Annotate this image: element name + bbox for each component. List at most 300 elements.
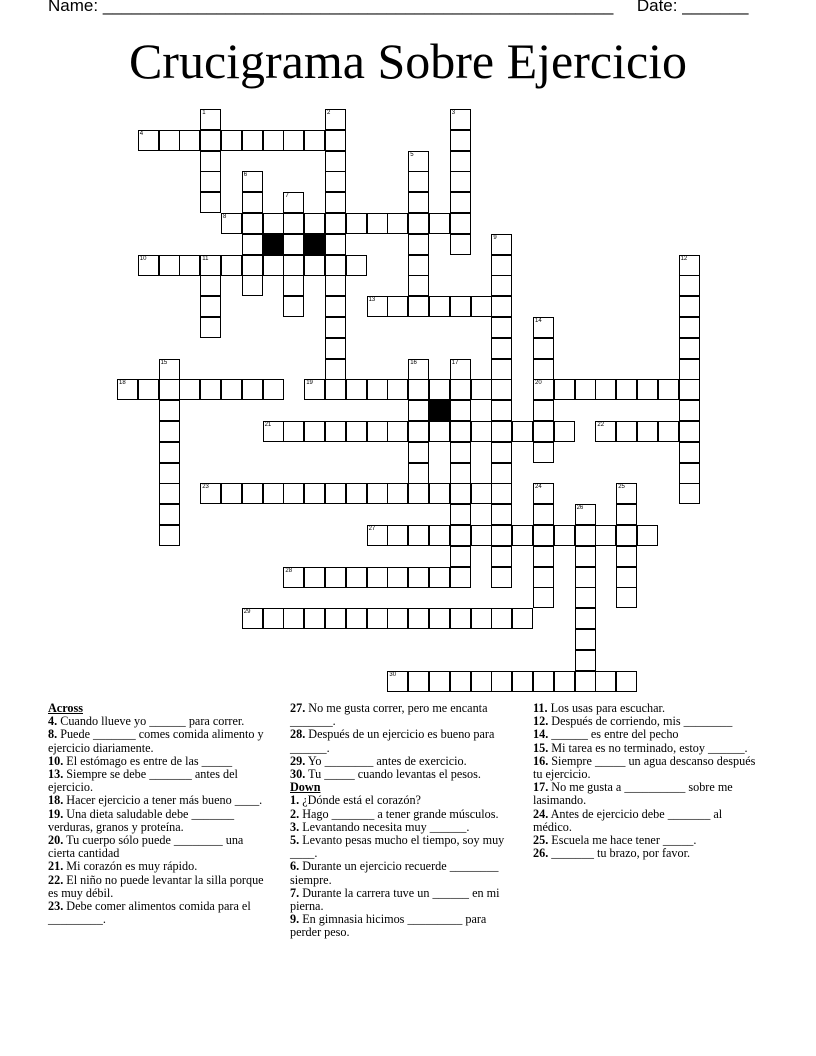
clue-number: 8.	[48, 727, 58, 742]
grid-cell[interactable]	[179, 255, 200, 276]
grid-cell[interactable]	[575, 546, 596, 567]
grid-cell[interactable]	[429, 525, 450, 546]
grid-cell[interactable]	[159, 463, 180, 484]
grid-cell[interactable]	[637, 379, 658, 400]
grid-cell[interactable]	[554, 525, 575, 546]
grid-cell[interactable]	[408, 567, 429, 588]
grid-cell[interactable]	[658, 421, 679, 442]
grid-cell[interactable]	[346, 255, 367, 276]
clue-number: 29.	[290, 753, 306, 768]
grid-cell[interactable]	[491, 317, 512, 338]
grid-cell[interactable]	[159, 483, 180, 504]
grid-cell[interactable]	[575, 504, 596, 525]
grid-cell[interactable]	[575, 671, 596, 692]
grid-cell[interactable]	[159, 379, 180, 400]
clue-column-3	[533, 702, 758, 860]
grid-cell[interactable]	[575, 608, 596, 629]
grid-cell[interactable]	[491, 463, 512, 484]
grid-cell[interactable]	[491, 421, 512, 442]
grid-cell[interactable]	[679, 296, 700, 317]
grid-cell[interactable]	[387, 421, 408, 442]
grid-cell[interactable]	[242, 608, 263, 629]
clue-column-1	[48, 702, 270, 926]
grid-cell[interactable]	[408, 213, 429, 234]
grid-cell[interactable]	[533, 379, 554, 400]
grid-cell[interactable]	[346, 483, 367, 504]
grid-cell[interactable]	[616, 671, 637, 692]
clue-number: 7.	[290, 885, 300, 900]
grid-cell[interactable]	[616, 525, 637, 546]
grid-cell[interactable]	[512, 671, 533, 692]
down-heading: Down	[290, 780, 321, 795]
grid-cell[interactable]	[283, 567, 304, 588]
grid-cell[interactable]	[138, 255, 159, 276]
clue-number: 1.	[290, 793, 300, 808]
grid-cell[interactable]	[471, 483, 492, 504]
grid-cell[interactable]	[450, 463, 471, 484]
clue-text: Cuando llueve yo ______ para correr.	[60, 714, 245, 729]
grid-cell[interactable]	[450, 109, 471, 130]
grid-cell[interactable]	[679, 379, 700, 400]
grid-cell[interactable]	[200, 109, 221, 130]
grid-cell[interactable]	[325, 130, 346, 151]
grid-cell[interactable]	[533, 442, 554, 463]
grid-cell[interactable]	[554, 671, 575, 692]
grid-cell[interactable]	[533, 567, 554, 588]
grid-cell[interactable]	[533, 338, 554, 359]
grid-cell[interactable]	[221, 255, 242, 276]
cell-number: 15	[160, 359, 168, 366]
cell-number: 6	[243, 172, 248, 179]
grid-cell[interactable]	[159, 442, 180, 463]
cell-number: 4	[139, 130, 144, 137]
grid-cell[interactable]	[471, 421, 492, 442]
grid-cell[interactable]	[346, 213, 367, 234]
clue-text: En gimnasia hicimos _________ para perder peso.	[290, 912, 487, 940]
grid-cell[interactable]	[304, 255, 325, 276]
grid-cell[interactable]	[200, 317, 221, 338]
grid-cell[interactable]	[471, 379, 492, 400]
grid-cell[interactable]	[408, 171, 429, 192]
grid-cell[interactable]	[637, 421, 658, 442]
grid-cell[interactable]	[242, 379, 263, 400]
grid-cell[interactable]	[512, 421, 533, 442]
grid-cell[interactable]	[263, 130, 284, 151]
grid-cell[interactable]	[408, 255, 429, 276]
cell-number: 20	[535, 380, 542, 387]
clue-number: 14.	[533, 727, 549, 742]
clue-number: 22.	[48, 872, 64, 887]
grid-cell[interactable]	[304, 608, 325, 629]
cell-number: 10	[139, 255, 147, 262]
clue-number: 24.	[533, 806, 549, 821]
grid-cell[interactable]	[325, 608, 346, 629]
grid-cell[interactable]	[387, 379, 408, 400]
grid-cell[interactable]	[450, 567, 471, 588]
grid-cell[interactable]	[263, 255, 284, 276]
grid-cell[interactable]	[387, 525, 408, 546]
grid-cell[interactable]	[512, 525, 533, 546]
grid-cell[interactable]	[387, 567, 408, 588]
grid-cell[interactable]	[491, 567, 512, 588]
clue-number: 5.	[290, 833, 300, 848]
grid-cell[interactable]	[450, 442, 471, 463]
grid-cell[interactable]	[595, 671, 616, 692]
grid-cell[interactable]	[221, 130, 242, 151]
grid-cell[interactable]	[533, 421, 554, 442]
grid-cell[interactable]	[304, 379, 325, 400]
grid-cell[interactable]	[325, 255, 346, 276]
grid-cell[interactable]	[429, 379, 450, 400]
grid-cell[interactable]	[200, 151, 221, 172]
grid-cell[interactable]	[575, 379, 596, 400]
grid-cell[interactable]	[575, 587, 596, 608]
grid-cell[interactable]	[491, 546, 512, 567]
grid-cell[interactable]	[637, 525, 658, 546]
grid-cell[interactable]	[408, 151, 429, 172]
grid-cell[interactable]	[367, 483, 388, 504]
cell-number: 1	[202, 110, 206, 116]
cell-number: 25	[618, 484, 625, 491]
grid-cell[interactable]	[471, 525, 492, 546]
cell-number: 24	[535, 484, 542, 491]
grid-cell[interactable]	[200, 130, 221, 151]
grid-cell[interactable]	[408, 671, 429, 692]
grid-cell[interactable]	[450, 546, 471, 567]
grid-cell[interactable]	[200, 296, 221, 317]
clue-text: Durante la carrera tuve un ______ en mi pierna.	[290, 885, 500, 914]
clue-down-item	[533, 781, 758, 807]
grid-cell[interactable]	[325, 421, 346, 442]
grid-cell[interactable]	[325, 151, 346, 172]
grid-cell[interactable]	[575, 650, 596, 671]
grid-cell[interactable]	[450, 234, 471, 255]
grid-cell[interactable]	[200, 255, 221, 276]
grid-cell[interactable]	[429, 213, 450, 234]
grid-cell[interactable]	[491, 483, 512, 504]
grid-cell[interactable]	[429, 671, 450, 692]
grid-cell[interactable]	[242, 255, 263, 276]
grid-cell[interactable]	[263, 483, 284, 504]
grid-cell[interactable]	[408, 483, 429, 504]
grid-cell[interactable]	[159, 400, 180, 421]
grid-cell[interactable]	[325, 213, 346, 234]
grid-cell[interactable]	[367, 379, 388, 400]
grid-cell[interactable]	[679, 483, 700, 504]
grid-cell[interactable]	[408, 442, 429, 463]
grid-cell[interactable]	[533, 317, 554, 338]
grid-cell[interactable]	[679, 275, 700, 296]
grid-cell[interactable]	[491, 296, 512, 317]
grid-cell[interactable]	[221, 213, 242, 234]
date-label: Date:	[636, 0, 678, 15]
grid-cell[interactable]	[679, 442, 700, 463]
grid-cell[interactable]	[263, 213, 284, 234]
grid-cell[interactable]	[575, 525, 596, 546]
grid-cell[interactable]	[491, 234, 512, 255]
grid-cell[interactable]	[159, 421, 180, 442]
grid-cell[interactable]	[450, 379, 471, 400]
grid-cell[interactable]	[679, 255, 700, 276]
grid-cell[interactable]	[450, 192, 471, 213]
grid-cell[interactable]	[679, 463, 700, 484]
grid-cell[interactable]	[491, 359, 512, 380]
grid-cell[interactable]	[408, 400, 429, 421]
grid-cell[interactable]	[616, 421, 637, 442]
grid-cell[interactable]	[387, 608, 408, 629]
grid-cell[interactable]	[263, 421, 284, 442]
grid-cell[interactable]	[242, 130, 263, 151]
grid-cell[interactable]	[304, 130, 325, 151]
grid-cell[interactable]	[408, 525, 429, 546]
grid-cell[interactable]	[450, 171, 471, 192]
grid-cell[interactable]	[367, 421, 388, 442]
grid-cell[interactable]	[616, 567, 637, 588]
grid-cell[interactable]	[408, 296, 429, 317]
grid-cell[interactable]	[595, 379, 616, 400]
grid-cell[interactable]	[533, 504, 554, 525]
across-heading: Across	[48, 701, 83, 715]
grid-cell[interactable]	[450, 671, 471, 692]
clue-text: Hacer ejercicio a tener más bueno ____.	[66, 793, 263, 808]
grid-cell[interactable]	[616, 546, 637, 567]
grid-cell[interactable]	[346, 379, 367, 400]
grid-cell[interactable]	[450, 130, 471, 151]
grid-cell[interactable]	[616, 379, 637, 400]
grid-cell[interactable]	[283, 608, 304, 629]
clue-across-item	[290, 702, 512, 728]
grid-cell[interactable]	[408, 234, 429, 255]
grid-cell[interactable]	[429, 608, 450, 629]
grid-cell[interactable]	[595, 525, 616, 546]
grid-cell[interactable]	[408, 359, 429, 380]
grid-cell[interactable]	[159, 359, 180, 380]
name-blank[interactable]: ______________________________________________________	[102, 0, 614, 15]
grid-cell[interactable]	[575, 567, 596, 588]
grid-cell[interactable]	[325, 338, 346, 359]
grid-cell[interactable]	[138, 130, 159, 151]
grid-cell[interactable]	[408, 192, 429, 213]
clue-down-item	[533, 808, 758, 834]
grid-cell[interactable]	[429, 296, 450, 317]
grid-cell[interactable]	[159, 130, 180, 151]
grid-cell[interactable]	[159, 504, 180, 525]
grid-cell[interactable]	[283, 130, 304, 151]
grid-cell[interactable]	[367, 296, 388, 317]
date-blank[interactable]: _______	[682, 0, 749, 15]
grid-cell[interactable]	[367, 567, 388, 588]
grid-cell[interactable]	[387, 296, 408, 317]
grid-cell[interactable]	[242, 192, 263, 213]
grid-cell[interactable]	[491, 442, 512, 463]
grid-cell[interactable]	[554, 421, 575, 442]
grid-cell[interactable]	[450, 421, 471, 442]
grid-cell[interactable]	[471, 296, 492, 317]
grid-cell[interactable]	[325, 296, 346, 317]
grid-cell[interactable]	[200, 171, 221, 192]
grid-cell[interactable]	[242, 275, 263, 296]
grid-cell[interactable]	[325, 234, 346, 255]
grid-cell[interactable]	[450, 504, 471, 525]
grid-cell[interactable]	[533, 400, 554, 421]
grid-cell[interactable]	[283, 234, 304, 255]
grid-cell[interactable]	[450, 359, 471, 380]
grid-cell[interactable]	[533, 483, 554, 504]
grid-cell[interactable]	[325, 379, 346, 400]
grid-cell[interactable]	[346, 608, 367, 629]
grid-cell[interactable]	[242, 213, 263, 234]
grid-cell[interactable]	[533, 359, 554, 380]
grid-cell[interactable]	[533, 546, 554, 567]
grid-cell[interactable]	[491, 379, 512, 400]
grid-cell[interactable]	[159, 255, 180, 276]
grid-cell[interactable]	[471, 671, 492, 692]
grid-cell[interactable]	[408, 608, 429, 629]
grid-cell[interactable]	[450, 151, 471, 172]
grid-cell[interactable]	[679, 400, 700, 421]
grid-cell[interactable]	[367, 525, 388, 546]
grid-cell[interactable]	[325, 192, 346, 213]
grid-cell[interactable]	[304, 483, 325, 504]
grid-cell[interactable]	[242, 171, 263, 192]
clue-across-item	[48, 874, 270, 900]
grid-cell[interactable]	[367, 608, 388, 629]
grid-cell[interactable]	[491, 504, 512, 525]
grid-cell[interactable]	[616, 587, 637, 608]
grid-cell[interactable]	[450, 483, 471, 504]
cell-number: 7	[285, 193, 289, 200]
grid-cell[interactable]	[575, 629, 596, 650]
grid-cell[interactable]	[387, 483, 408, 504]
grid-cell[interactable]	[408, 421, 429, 442]
grid-cell[interactable]	[491, 671, 512, 692]
grid-cell[interactable]	[179, 379, 200, 400]
clue-number: 9.	[290, 912, 300, 927]
grid-cell[interactable]	[138, 379, 159, 400]
grid-cell[interactable]	[450, 608, 471, 629]
grid-cell[interactable]	[283, 296, 304, 317]
grid-cell[interactable]	[408, 379, 429, 400]
grid-cell[interactable]	[367, 213, 388, 234]
grid-cell[interactable]	[450, 525, 471, 546]
grid-cell[interactable]	[450, 400, 471, 421]
grid-cell[interactable]	[491, 275, 512, 296]
grid-cell[interactable]	[533, 525, 554, 546]
grid-cell[interactable]	[325, 359, 346, 380]
grid-cell[interactable]	[325, 483, 346, 504]
grid-cell[interactable]	[679, 421, 700, 442]
grid-cell[interactable]	[387, 213, 408, 234]
cell-number: 29	[243, 609, 251, 616]
grid-cell[interactable]	[429, 567, 450, 588]
grid-cell[interactable]	[491, 400, 512, 421]
grid-cell[interactable]	[242, 483, 263, 504]
grid-cell[interactable]	[159, 525, 180, 546]
clue-number: 27.	[290, 701, 306, 715]
clue-text: Levantando necesita muy ______.	[302, 819, 470, 834]
grid-cell[interactable]	[429, 483, 450, 504]
grid-cell[interactable]	[616, 504, 637, 525]
grid-cell[interactable]	[491, 338, 512, 359]
grid-cell[interactable]	[283, 483, 304, 504]
grid-cell[interactable]	[595, 421, 616, 442]
grid-cell[interactable]	[179, 130, 200, 151]
clue-down-item	[290, 860, 512, 886]
clue-text: Siempre _____ un agua descanso después tu ejercicio.	[533, 753, 756, 782]
grid-cell[interactable]	[283, 255, 304, 276]
cell-number: 17	[451, 359, 459, 366]
grid-cell[interactable]	[679, 359, 700, 380]
grid-cell[interactable]	[387, 671, 408, 692]
grid-cell[interactable]	[554, 379, 575, 400]
grid-cell[interactable]	[283, 421, 304, 442]
grid-cell[interactable]	[242, 234, 263, 255]
grid-cell[interactable]	[200, 483, 221, 504]
grid-cell[interactable]	[283, 213, 304, 234]
grid-cell[interactable]	[200, 192, 221, 213]
grid-cell[interactable]	[491, 255, 512, 276]
grid-cell[interactable]	[304, 421, 325, 442]
clue-text: Mi corazón es muy rápido.	[66, 859, 198, 874]
grid-cell[interactable]	[658, 379, 679, 400]
clue-number: 18.	[48, 793, 64, 808]
grid-cell[interactable]	[679, 338, 700, 359]
grid-cell[interactable]	[533, 587, 554, 608]
grid-cell[interactable]	[450, 213, 471, 234]
grid-cell[interactable]	[408, 463, 429, 484]
grid-cell[interactable]	[346, 421, 367, 442]
grid-cell[interactable]	[491, 525, 512, 546]
grid-cell[interactable]	[616, 483, 637, 504]
cell-number: 14	[535, 318, 542, 324]
grid-cell[interactable]	[346, 567, 367, 588]
cell-number: 11	[202, 255, 209, 262]
grid-cell[interactable]	[221, 483, 242, 504]
grid-cell[interactable]	[200, 379, 221, 400]
grid-cell[interactable]	[263, 379, 284, 400]
grid-cell[interactable]	[325, 171, 346, 192]
grid-cell[interactable]	[221, 379, 242, 400]
grid-cell[interactable]	[491, 608, 512, 629]
grid-cell[interactable]	[429, 421, 450, 442]
name-label: Name:	[48, 0, 99, 15]
clue-number: 26.	[533, 846, 549, 861]
clue-text: Yo ________ antes de exercicio.	[307, 753, 467, 768]
clue-text: Tu _____ cuando levantas el pesos.	[308, 767, 481, 782]
grid-cell[interactable]	[283, 275, 304, 296]
grid-cell[interactable]	[512, 608, 533, 629]
grid-cell[interactable]	[533, 671, 554, 692]
cell-number: 21	[264, 422, 272, 428]
grid-cell[interactable]	[679, 317, 700, 338]
grid-cell[interactable]	[304, 213, 325, 234]
grid-cell[interactable]	[325, 317, 346, 338]
grid-cell[interactable]	[263, 608, 284, 629]
clue-number: 19.	[48, 806, 64, 821]
grid-cell[interactable]	[450, 296, 471, 317]
grid-cell[interactable]	[325, 109, 346, 130]
grid-cell[interactable]	[200, 275, 221, 296]
cell-number: 28	[285, 567, 293, 574]
clue-number: 20.	[48, 833, 64, 848]
grid-cell[interactable]	[408, 275, 429, 296]
grid-cell[interactable]	[325, 567, 346, 588]
grid-cell[interactable]	[325, 275, 346, 296]
grid-cell[interactable]	[471, 608, 492, 629]
grid-cell[interactable]	[304, 567, 325, 588]
grid-cell[interactable]	[283, 192, 304, 213]
grid-cell[interactable]	[117, 379, 138, 400]
